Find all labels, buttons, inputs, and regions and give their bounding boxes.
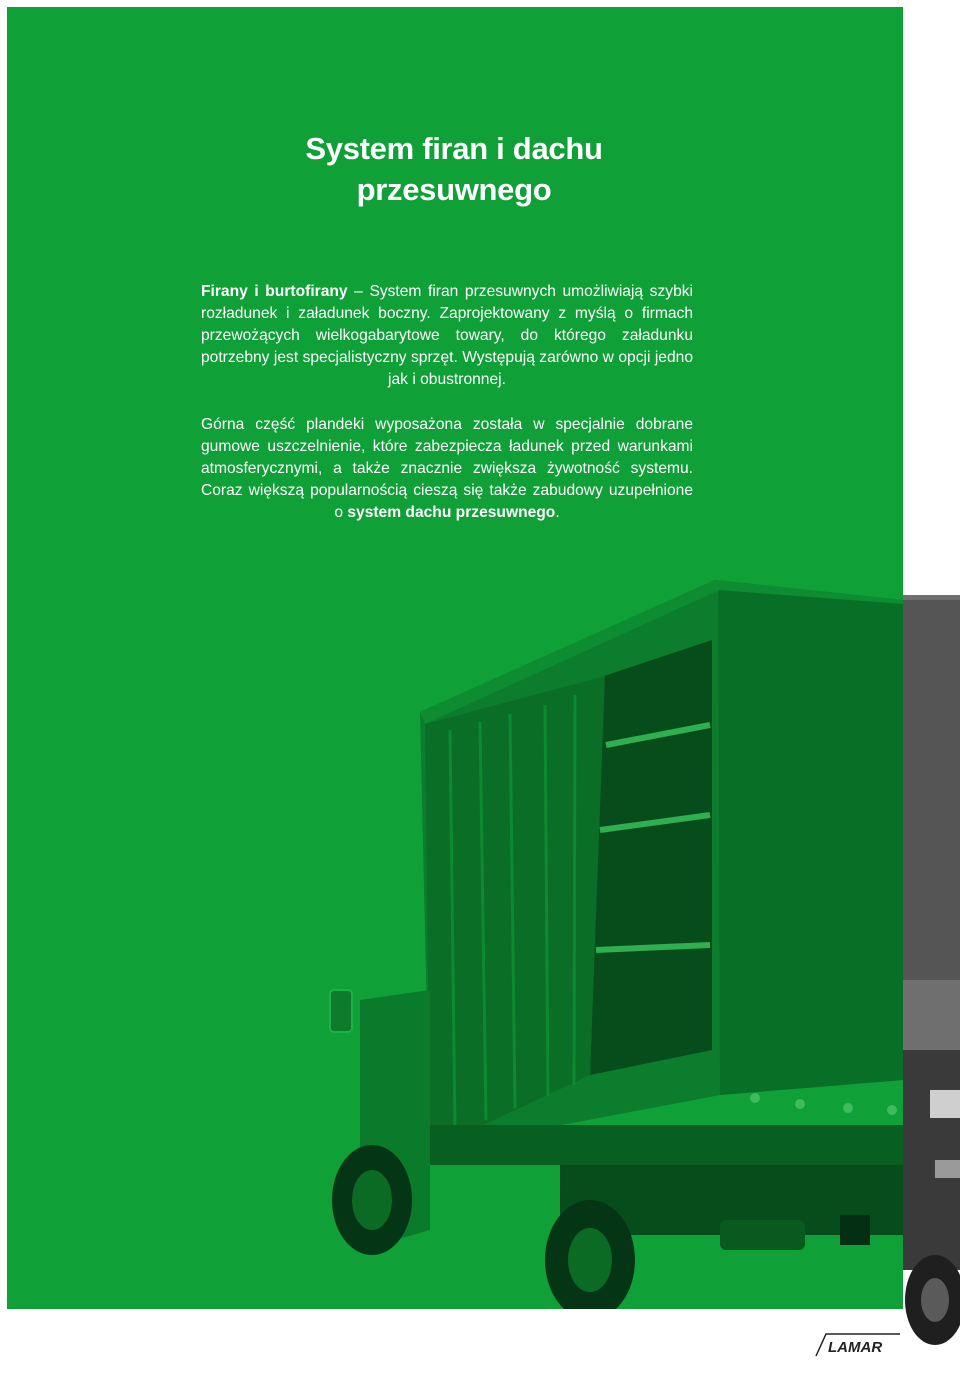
title-line-1: System firan i dachu — [305, 131, 603, 166]
logo-text: LAMAR — [828, 1339, 883, 1356]
intro-dash: – — [347, 283, 370, 300]
lamar-logo-mark — [812, 1330, 902, 1360]
roof-bold: system dachu przesuwnego — [347, 504, 556, 521]
truck-green-section — [330, 580, 903, 1320]
intro-text: System firan przesuwnych umożliwiają szybki rozładunek i załadunek boczny. Zaprojektowany z myślą o firmach przewożących wielkogabarytowe towary, do którego załadunku potrzebny jest specjalistyczny sprzęt. Występują zarówno w opcji jedno jak i obustronnej. — [201, 283, 693, 388]
roof-tail: . — [555, 504, 560, 521]
intro-lead: Firany i burtofirany — [201, 283, 348, 300]
lamar-logo — [812, 1330, 902, 1360]
truck-grey-section — [903, 595, 960, 1349]
title-line-2: przesuwnego — [356, 172, 552, 207]
roof-text: Górna część plandeki wyposażona została w specjalnie dobrane gumowe uszczelnienie, które zabezpiecza ładunek przed warunkami atmosferycznymi, a także znacznie zwiększa żywotność systemu. Coraz większą popularnością cieszą się także zabudowy uzupełnione o — [201, 416, 693, 521]
